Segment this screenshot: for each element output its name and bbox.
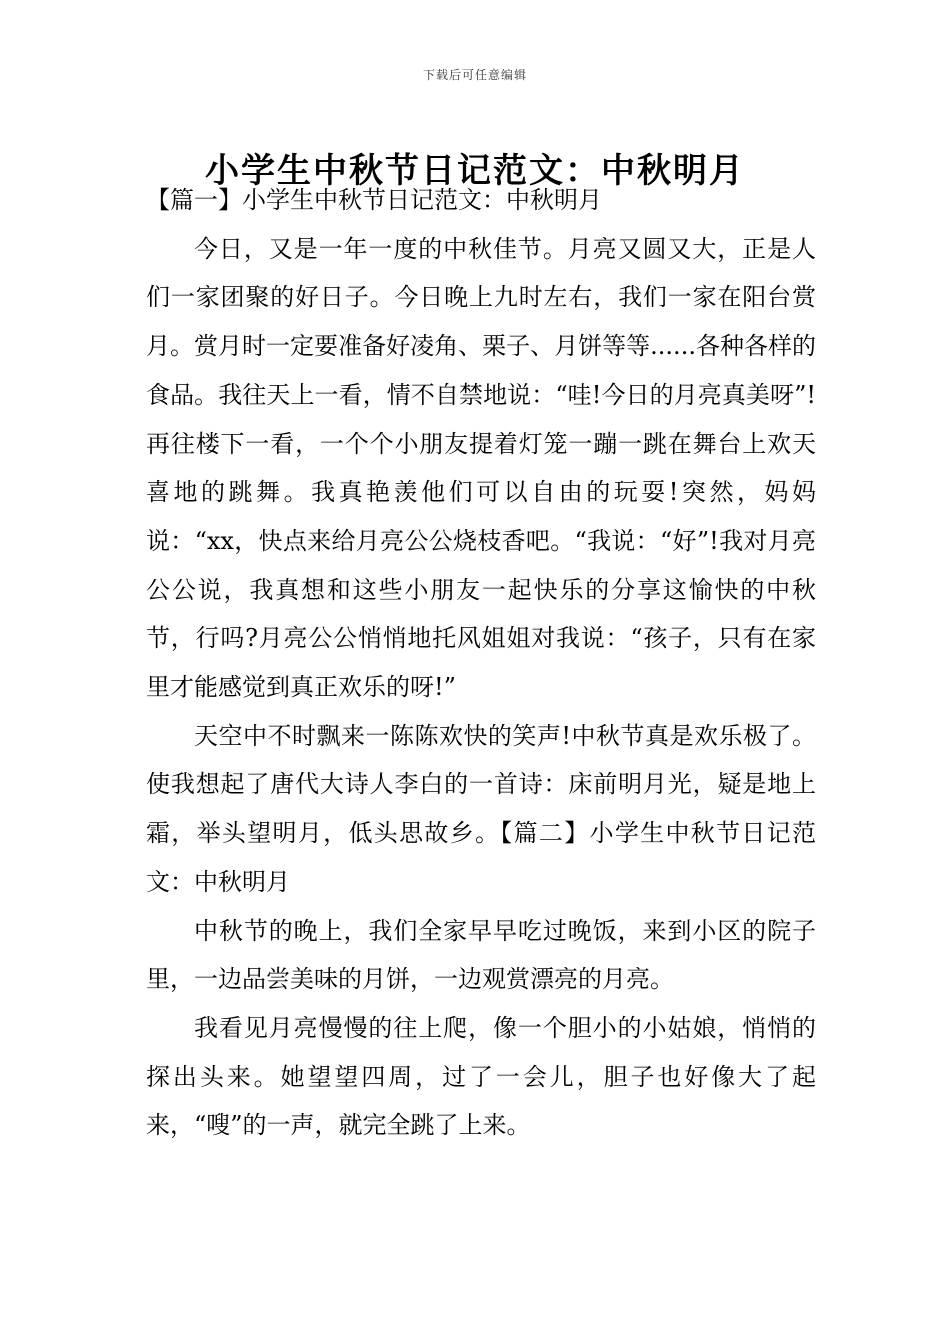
paragraph: 我看见月亮慢慢的往上爬，像一个胆小的小姑娘，悄悄的探出头来。她望望四周，过了一会儿，胆子也好像大了起来，“嗖”的一声，就完全跳了上来。 bbox=[146, 1013, 816, 1140]
paragraph: 今日，又是一年一度的中秋佳节。月亮又圆又大，正是人们一家团聚的好日子。今日晚上九时左右，我们一家在阳台赏月。赏月时一定要准备好凌角、栗子、月饼等等......各种各样的食品。我往天上一看，情不自禁地说：“哇!今日的月亮真美呀”!再往楼下一看，一个个小朋友提着灯笼一蹦一跳在舞台上欢天喜地的跳舞。我真艳羡他们可以自由的玩耍!突然，妈妈说：“xx，快点来给月亮公公烧枝香吧。“我说：“好”!我对月亮公公说，我真想和这些小朋友一起快乐的分享这愉快的中秋节，行吗?月亮公公悄悄地托风姐姐对我说：“孩子，只有在家里才能感觉到真正欢乐的呀!” bbox=[146, 234, 816, 702]
paragraph: 中秋节的晚上，我们全家早早吃过晚饭，来到小区的院子里，一边品尝美味的月饼，一边观赏漂亮的月亮。 bbox=[146, 916, 816, 994]
header-note: 下载后可任意编辑 bbox=[422, 68, 527, 82]
document-title: 小学生中秋节日记范文：中秋明月 bbox=[205, 150, 745, 191]
document-body bbox=[146, 176, 816, 1150]
paragraph: 天空中不时飘来一陈陈欢快的笑声!中秋节真是欢乐极了。使我想起了唐代大诗人李白的一首诗：床前明月光，疑是地上霜，举头望明月，低头思故乡。【篇二】小学生中秋节日记范文：中秋明月 bbox=[146, 721, 816, 896]
section-heading: 【篇一】小学生中秋节日记范文：中秋明月 bbox=[146, 186, 602, 214]
